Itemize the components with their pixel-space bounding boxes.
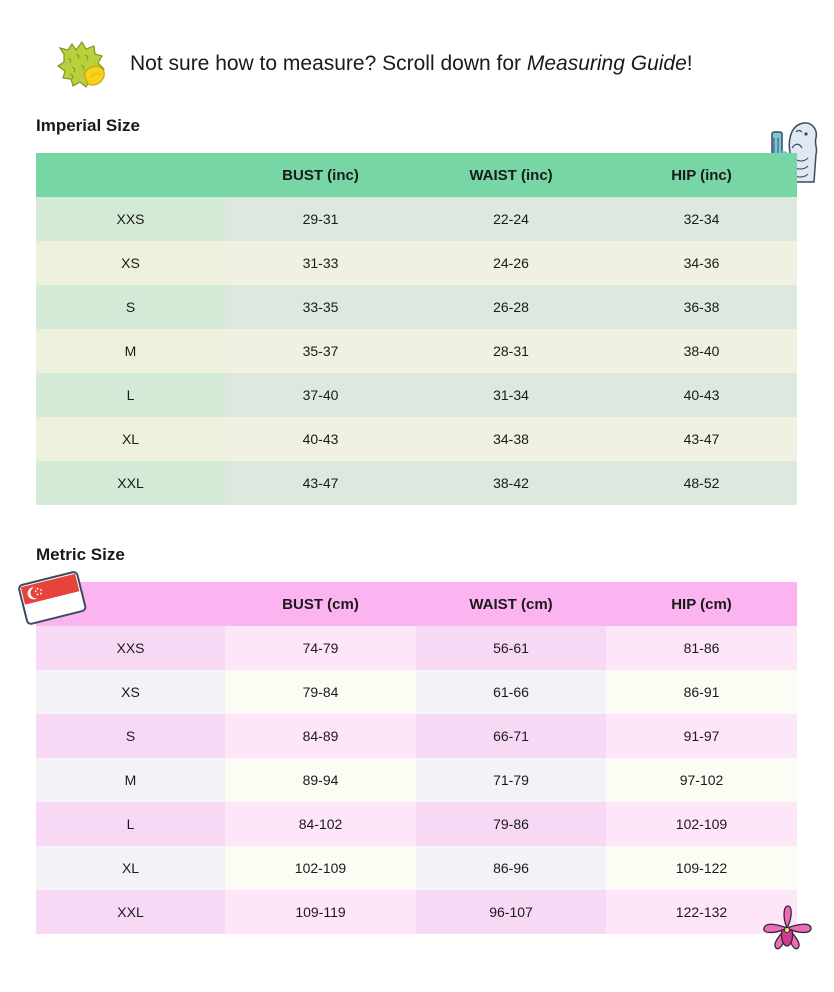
size-label: M xyxy=(36,758,225,802)
waist-value: 22-24 xyxy=(416,197,606,241)
table-row xyxy=(36,714,797,758)
table-row xyxy=(36,373,797,417)
waist-value: 61-66 xyxy=(416,670,606,714)
hip-value: 102-109 xyxy=(606,802,797,846)
hip-value: 34-36 xyxy=(606,241,797,285)
bust-value: 33-35 xyxy=(225,285,416,329)
bust-value: 40-43 xyxy=(225,417,416,461)
table-row xyxy=(36,890,797,934)
bust-value: 84-102 xyxy=(225,802,416,846)
header-size xyxy=(36,153,225,197)
waist-value: 86-96 xyxy=(416,846,606,890)
table-row xyxy=(36,285,797,329)
table-row xyxy=(36,417,797,461)
bust-value: 35-37 xyxy=(225,329,416,373)
waist-value: 38-42 xyxy=(416,461,606,505)
durian-icon xyxy=(54,38,108,92)
measuring-guide-link-text: Measuring Guide xyxy=(526,52,687,75)
table-header-row xyxy=(36,153,797,197)
table-row xyxy=(36,241,797,285)
header-waist: WAIST (inc) xyxy=(469,166,553,184)
bust-value: 84-89 xyxy=(225,714,416,758)
header-hip: HIP (cm) xyxy=(671,595,732,613)
table-row xyxy=(36,329,797,373)
waist-value: 34-38 xyxy=(416,417,606,461)
hip-value: 86-91 xyxy=(606,670,797,714)
header-hip: HIP (inc) xyxy=(671,166,732,184)
bust-value: 31-33 xyxy=(225,241,416,285)
notice-exclamation: ! xyxy=(686,52,693,75)
waist-value: 79-86 xyxy=(416,802,606,846)
header-waist: WAIST (cm) xyxy=(469,595,553,613)
bust-value: 89-94 xyxy=(225,758,416,802)
hip-value: 48-52 xyxy=(606,461,797,505)
hip-value: 81-86 xyxy=(606,626,797,670)
imperial-size-table xyxy=(36,153,797,505)
hip-value: 36-38 xyxy=(606,285,797,329)
metric-size-table xyxy=(36,582,797,934)
size-label: L xyxy=(36,373,225,417)
imperial-size-title: Imperial Size xyxy=(36,116,140,135)
table-row xyxy=(36,461,797,505)
size-label: S xyxy=(36,285,225,329)
waist-value: 31-34 xyxy=(416,373,606,417)
size-label: XS xyxy=(36,670,225,714)
table-header-row xyxy=(36,582,797,626)
size-label: L xyxy=(36,802,225,846)
measuring-guide-notice xyxy=(130,50,693,78)
bust-value: 43-47 xyxy=(225,461,416,505)
table-row xyxy=(36,670,797,714)
bust-value: 37-40 xyxy=(225,373,416,417)
table-row xyxy=(36,758,797,802)
table-row xyxy=(36,626,797,670)
table-row xyxy=(36,802,797,846)
size-label: XXS xyxy=(36,626,225,670)
waist-value: 56-61 xyxy=(416,626,606,670)
hip-value: 122-132 xyxy=(606,890,797,934)
metric-size-title: Metric Size xyxy=(36,545,125,564)
header-bust: BUST (inc) xyxy=(282,166,359,184)
size-label: XXS xyxy=(36,197,225,241)
size-label: XXL xyxy=(36,890,225,934)
hip-value: 38-40 xyxy=(606,329,797,373)
bust-value: 29-31 xyxy=(225,197,416,241)
table-row xyxy=(36,197,797,241)
waist-value: 24-26 xyxy=(416,241,606,285)
table-row xyxy=(36,846,797,890)
size-label: XL xyxy=(36,846,225,890)
hip-value: 40-43 xyxy=(606,373,797,417)
bust-value: 109-119 xyxy=(225,890,416,934)
singapore-flag-icon xyxy=(16,568,88,626)
bust-value: 74-79 xyxy=(225,626,416,670)
waist-value: 66-71 xyxy=(416,714,606,758)
waist-value: 28-31 xyxy=(416,329,606,373)
size-label: XXL xyxy=(36,461,225,505)
hip-value: 32-34 xyxy=(606,197,797,241)
hip-value: 109-122 xyxy=(606,846,797,890)
bust-value: 102-109 xyxy=(225,846,416,890)
header-bust: BUST (cm) xyxy=(282,595,359,613)
waist-value: 96-107 xyxy=(416,890,606,934)
orchid-icon xyxy=(758,902,816,958)
size-label: M xyxy=(36,329,225,373)
size-label: XL xyxy=(36,417,225,461)
hip-value: 97-102 xyxy=(606,758,797,802)
bust-value: 79-84 xyxy=(225,670,416,714)
size-label: XS xyxy=(36,241,225,285)
hip-value: 91-97 xyxy=(606,714,797,758)
size-label: S xyxy=(36,714,225,758)
waist-value: 71-79 xyxy=(416,758,606,802)
waist-value: 26-28 xyxy=(416,285,606,329)
notice-text: Not sure how to measure? Scroll down for xyxy=(130,52,527,75)
hip-value: 43-47 xyxy=(606,417,797,461)
